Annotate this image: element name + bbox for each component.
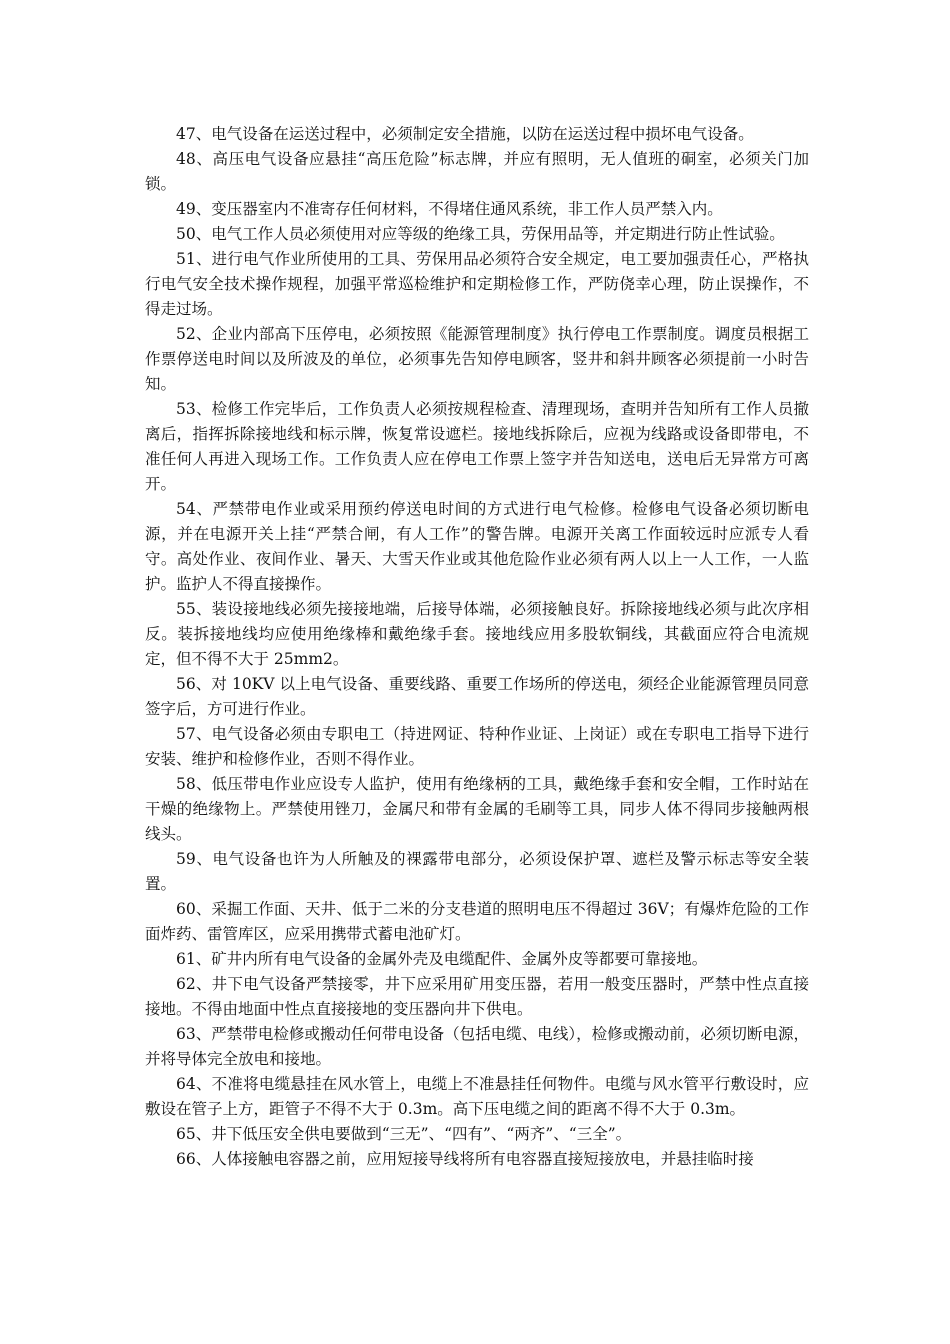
paragraph-49: 49、变压器室内不准寄存任何材料，不得堵住通风系统，非工作人员严禁入内。 [176,200,723,218]
paragraph-55: 55、装设接地线必须先接接地端，后接导体端，必须接触良好。拆除接地线必须与此次序相反。装拆接地线均应使用绝缘棒和戴绝缘手套。接地线应用多股软铜线，其截面应符合电流规定，但不得不大于 25mm2。 [145,600,809,668]
paragraph-48: 48、高压电气设备应悬挂“高压危险”标志牌，并应有照明，无人值班的硐室，必须关门加锁。 [145,150,809,193]
paragraph-52: 52、企业内部高下压停电，必须按照《能源管理制度》执行停电工作票制度。调度员根据工作票停送电时间以及所波及的单位，必须事先告知停电顾客，竖井和斜井顾客必须提前一小时告知。 [145,325,809,393]
paragraph-61: 61、矿井内所有电气设备的金属外壳及电缆配件、金属外皮等都要可靠接地。 [176,950,708,968]
paragraph-50: 50、电气工作人员必须使用对应等级的绝缘工具，劳保用品等，并定期进行防止性试验。 [176,225,785,243]
paragraph-63: 63、严禁带电检修或搬动任何带电设备（包括电缆、电线），检修或搬动前，必须切断电源，并将导体完全放电和接地。 [145,1025,809,1068]
paragraph-66: 66、人体接触电容器之前，应用短接导线将所有电容器直接短接放电，并悬挂临时接 [176,1150,754,1168]
paragraph-58: 58、低压带电作业应设专人监护，使用有绝缘柄的工具，戴绝缘手套和安全帽，工作时站在干燥的绝缘物上。严禁使用锉刀，金属尺和带有金属的毛刷等工具，同步人体不得同步接触两根线头。 [145,775,809,843]
paragraph-51: 51、进行电气作业所使用的工具、劳保用品必须符合安全规定，电工要加强责任心，严格执行电气安全技术操作规程，加强平常巡检维护和定期检修工作，严防侥幸心理，防止误操作，不得走过场。 [145,250,809,318]
paragraph-47: 47、电气设备在运送过程中，必须制定安全措施，以防在运送过程中损坏电气设备。 [176,125,754,143]
paragraph-62: 62、井下电气设备严禁接零，井下应采用矿用变压器，若用一般变压器时，严禁中性点直接接地。不得由地面中性点直接接地的变压器向井下供电。 [145,975,809,1018]
paragraph-54: 54、严禁带电作业或采用预约停送电时间的方式进行电气检修。检修电气设备必须切断电源，并在电源开关上挂“严禁合闸，有人工作”的警告牌。电源开关离工作面较远时应派专人看守。高处作业、夜间作业、暑天、大雪天作业或其他危险作业必须有两人以上一人工作，一人监护。监护人不得直接操作。 [145,500,809,593]
paragraph-59: 59、电气设备也许为人所触及的裸露带电部分，必须设保护罩、遮栏及警示标志等安全装置。 [145,850,809,893]
paragraph-53: 53、检修工作完毕后，工作负责人必须按规程检查、清理现场，查明并告知所有工作人员撤离后，指挥拆除接地线和标示牌，恢复常设遮栏。接地线拆除后，应视为线路或设备即带电，不准任何人再进入现场工作。工作负责人应在停电工作票上签字并告知送电，送电后无异常方可离开。 [145,400,809,493]
paragraph-57: 57、电气设备必须由专职电工（持进网证、特种作业证、上岗证）或在专职电工指导下进行安装、维护和检修作业，否则不得作业。 [145,725,809,768]
document-body [145,122,809,1172]
paragraph-56: 56、对 10KV 以上电气设备、重要线路、重要工作场所的停送电，须经企业能源管理员同意签字后，方可进行作业。 [145,675,809,718]
paragraph-65: 65、井下低压安全供电要做到“三无”、“四有”、“两齐”、“三全”。 [176,1125,632,1143]
paragraph-60: 60、采掘工作面、天井、低于二米的分支巷道的照明电压不得超过 36V；有爆炸危险的工作面炸药、雷管库区，应采用携带式蓄电池矿灯。 [145,900,809,943]
paragraph-64: 64、不准将电缆悬挂在风水管上，电缆上不准悬挂任何物件。电缆与风水管平行敷设时，应敷设在管子上方，距管子不得不大于 0.3m。高下压电缆之间的距离不得不大于 0.3m。 [145,1075,809,1118]
